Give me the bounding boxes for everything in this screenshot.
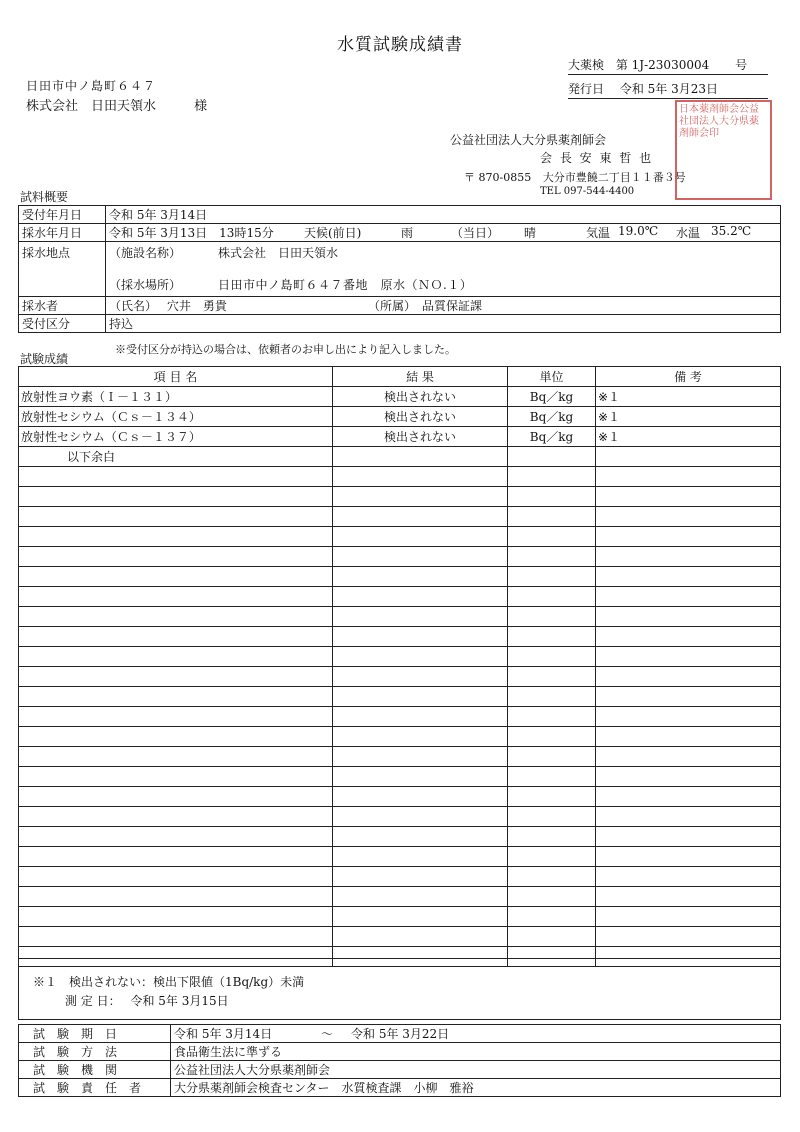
row-note xyxy=(596,627,781,647)
document-number-underline xyxy=(568,74,768,75)
sample-overview-heading: 試料概要 xyxy=(20,190,69,204)
row-result xyxy=(333,727,508,747)
air-temp-label: 気温 xyxy=(586,226,611,240)
empty-table-row xyxy=(19,667,781,687)
sampler-name: 穴井 勇貴 xyxy=(166,299,227,313)
weather-today-label: （当日） xyxy=(451,226,500,240)
document-number-value: 第 1J-23030004 xyxy=(615,58,710,72)
received-label: 受付年月日 xyxy=(19,206,106,224)
row-item xyxy=(19,827,333,847)
sampled-label: 採水年月日 xyxy=(19,224,106,242)
document-number-suffix: 号 xyxy=(735,58,748,72)
test-responsible-row xyxy=(19,1079,781,1097)
site-label: （採水場所） xyxy=(109,278,182,292)
row-item xyxy=(19,747,333,767)
row-note xyxy=(596,887,781,907)
empty-table-row xyxy=(19,567,781,587)
row-note xyxy=(596,567,781,587)
empty-table-row xyxy=(19,507,781,527)
document-number xyxy=(568,56,747,73)
empty-table-row xyxy=(19,607,781,627)
row-unit xyxy=(508,887,596,907)
row-unit xyxy=(508,587,596,607)
measure-date-label: 測 定 日： xyxy=(65,994,121,1008)
test-responsible-label: 試 験 責 任 者 xyxy=(19,1079,171,1097)
row-note xyxy=(596,707,781,727)
row-unit xyxy=(508,627,596,647)
row-unit xyxy=(508,487,596,507)
received-date: 令和 5年 3月14日 xyxy=(109,208,208,222)
water-temp: 35.2℃ xyxy=(711,224,752,238)
results-heading: 試験成績 xyxy=(20,352,69,366)
row-unit xyxy=(508,567,596,587)
row-unit xyxy=(508,467,596,487)
row-item xyxy=(19,487,333,507)
reception-type: 持込 xyxy=(106,315,781,333)
table-row xyxy=(19,387,781,407)
row-unit: Bq／kg xyxy=(508,387,596,407)
row-item xyxy=(19,507,333,527)
table-row xyxy=(19,407,781,427)
row-note xyxy=(596,527,781,547)
reception-note: ※受付区分が持込の場合は、依頼者のお申し出により記入しました。 xyxy=(115,343,456,356)
document-number-label: 大薬検 xyxy=(568,58,605,72)
row-result xyxy=(333,827,508,847)
row-unit xyxy=(508,547,596,567)
row-note xyxy=(596,547,781,567)
empty-table-row xyxy=(19,547,781,567)
row-item xyxy=(19,867,333,887)
row-note xyxy=(596,647,781,667)
sampled-date: 令和 5年 3月13日 13時15分 xyxy=(109,226,274,240)
empty-table-row xyxy=(19,807,781,827)
row-note xyxy=(596,827,781,847)
test-method-value: 食品衛生法に準ずる xyxy=(171,1043,781,1061)
issuer-street: 大分市豊饒二丁目１１番３号 xyxy=(542,171,686,184)
issuer-address xyxy=(464,169,686,185)
row-note: ※１ xyxy=(596,427,781,447)
row-result xyxy=(333,527,508,547)
row-item xyxy=(19,687,333,707)
footnote-measure-date xyxy=(65,992,229,1009)
row-note xyxy=(596,687,781,707)
row-unit xyxy=(508,687,596,707)
recipient-name xyxy=(26,95,207,114)
row-note: ※１ xyxy=(596,407,781,427)
footnote-detection-limit: ※１ 検出されない：検出下限値（1Bq/kg）未満 xyxy=(33,975,305,989)
reception-type-label: 受付区分 xyxy=(19,315,106,333)
row-note: ※１ xyxy=(596,387,781,407)
row-note xyxy=(596,607,781,627)
column-header-result: 結 果 xyxy=(333,367,508,387)
reception-row xyxy=(19,315,781,333)
row-result xyxy=(333,667,508,687)
issuer-president: 会 長 安 東 哲 也 xyxy=(540,151,654,165)
row-item xyxy=(19,667,333,687)
row-item xyxy=(19,767,333,787)
row-unit xyxy=(508,727,596,747)
results-table xyxy=(18,366,781,967)
test-period-separator: ～ xyxy=(321,1027,334,1041)
row-note xyxy=(596,727,781,747)
site-value: 日田市中ノ島町６４７番地 原水（ＮＯ.１） xyxy=(218,278,473,292)
location-label: 採水地点 xyxy=(19,242,106,297)
sampled-row xyxy=(19,224,781,242)
received-value xyxy=(106,206,781,224)
column-header-note: 備 考 xyxy=(596,367,781,387)
test-period-row xyxy=(19,1025,781,1043)
row-item xyxy=(19,587,333,607)
issue-date-underline xyxy=(568,98,768,99)
row-item xyxy=(19,847,333,867)
row-item: 放射性セシウム（Ｃｓ－１３７） xyxy=(19,427,333,447)
sampler-dept: 品質保証課 xyxy=(422,299,483,313)
row-result xyxy=(333,507,508,527)
empty-table-row xyxy=(19,467,781,487)
row-unit xyxy=(508,667,596,687)
row-item xyxy=(19,887,333,907)
row-note xyxy=(596,767,781,787)
row-unit xyxy=(508,647,596,667)
row-item xyxy=(19,567,333,587)
official-seal: 日本薬剤師会公益社団法人大分県薬剤師会印 xyxy=(675,100,772,200)
row-item xyxy=(19,647,333,667)
row-result xyxy=(333,767,508,787)
row-result: 検出されない xyxy=(333,427,508,447)
row-note xyxy=(596,807,781,827)
empty-table-row xyxy=(19,487,781,507)
row-result xyxy=(333,887,508,907)
empty-table-row xyxy=(19,647,781,667)
row-result xyxy=(333,647,508,667)
empty-table-row xyxy=(19,867,781,887)
row-unit xyxy=(508,747,596,767)
sampler-value xyxy=(106,297,781,315)
recipient-honorific: 様 xyxy=(194,99,208,114)
empty-table-row xyxy=(19,787,781,807)
empty-table-row xyxy=(19,527,781,547)
row-note xyxy=(596,927,781,947)
row-result xyxy=(333,447,508,467)
test-agency-label: 試 験 機 関 xyxy=(19,1061,171,1079)
row-result xyxy=(333,467,508,487)
row-unit xyxy=(508,767,596,787)
row-item xyxy=(19,527,333,547)
row-unit xyxy=(508,607,596,627)
document-title: 水質試験成績書 xyxy=(337,35,463,55)
row-item xyxy=(19,627,333,647)
row-item xyxy=(19,907,333,927)
row-unit: Bq／kg xyxy=(508,427,596,447)
row-item xyxy=(19,547,333,567)
row-result xyxy=(333,787,508,807)
location-value xyxy=(106,242,781,297)
row-result xyxy=(333,687,508,707)
water-temp-label: 水温 xyxy=(676,226,701,240)
row-item xyxy=(19,467,333,487)
weather-prev: 雨 xyxy=(401,226,414,240)
row-item: 放射性ヨウ素（Ｉ－１３１） xyxy=(19,387,333,407)
row-unit xyxy=(508,867,596,887)
column-header-unit: 単位 xyxy=(508,367,596,387)
recipient-address: 日田市中ノ島町６４７ xyxy=(26,79,157,93)
measure-date-value: 令和 5年 3月15日 xyxy=(130,994,229,1008)
issue-date-label: 発行日 xyxy=(568,82,605,96)
location-row xyxy=(19,242,781,297)
row-result xyxy=(333,487,508,507)
empty-table-row xyxy=(19,627,781,647)
row-result xyxy=(333,907,508,927)
empty-table-row xyxy=(19,767,781,787)
sampler-name-label: （氏名） xyxy=(109,299,158,313)
sampled-value xyxy=(106,224,781,242)
facility-value: 株式会社 日田天領水 xyxy=(218,246,339,260)
table-row xyxy=(19,447,781,467)
row-unit: Bq／kg xyxy=(508,407,596,427)
row-unit xyxy=(508,527,596,547)
row-unit xyxy=(508,807,596,827)
sampler-row xyxy=(19,297,781,315)
row-note xyxy=(596,747,781,767)
empty-table-row xyxy=(19,727,781,747)
test-period-value xyxy=(171,1025,781,1043)
test-method-row xyxy=(19,1043,781,1061)
empty-table-row xyxy=(19,887,781,907)
row-result xyxy=(333,587,508,607)
empty-table-row xyxy=(19,847,781,867)
table-row xyxy=(19,427,781,447)
received-row xyxy=(19,206,781,224)
recipient-company: 株式会社 日田天領水 xyxy=(26,99,157,114)
issue-date-value: 令和 5年 3月23日 xyxy=(619,82,719,96)
empty-table-row xyxy=(19,747,781,767)
air-temp: 19.0℃ xyxy=(618,224,659,238)
test-period-end: 令和 5年 3月22日 xyxy=(351,1027,450,1041)
empty-table-row xyxy=(19,707,781,727)
row-unit xyxy=(508,827,596,847)
row-note xyxy=(596,487,781,507)
issue-date xyxy=(568,80,718,97)
test-method-label: 試 験 方 法 xyxy=(19,1043,171,1061)
results-header-row xyxy=(19,367,781,387)
row-result: 検出されない xyxy=(333,387,508,407)
row-result xyxy=(333,627,508,647)
row-result xyxy=(333,747,508,767)
row-item xyxy=(19,607,333,627)
weather-prev-label: 天候(前日) xyxy=(304,226,362,240)
row-note xyxy=(596,667,781,687)
sample-overview-table xyxy=(18,205,781,333)
empty-table-row xyxy=(19,687,781,707)
empty-table-row xyxy=(19,907,781,927)
row-note xyxy=(596,867,781,887)
row-note xyxy=(596,787,781,807)
test-agency-value: 公益社団法人大分県薬剤師会 xyxy=(171,1061,781,1079)
row-item xyxy=(19,707,333,727)
row-unit xyxy=(508,447,596,467)
issuer-tel: TEL 097-544-4400 xyxy=(540,186,635,197)
row-unit xyxy=(508,787,596,807)
sampler-dept-label: （所属） xyxy=(368,299,417,313)
row-result xyxy=(333,867,508,887)
row-note xyxy=(596,907,781,927)
row-result xyxy=(333,927,508,947)
issuer-org: 公益社団法人大分県薬剤師会 xyxy=(450,133,607,147)
test-info-table xyxy=(18,1024,781,1097)
row-note xyxy=(596,447,781,467)
row-result xyxy=(333,607,508,627)
row-note xyxy=(596,507,781,527)
facility-label: （施設名称） xyxy=(109,246,182,260)
test-agency-row xyxy=(19,1061,781,1079)
issuer-postal: 〒 870-0855 xyxy=(464,171,532,184)
weather-today: 晴 xyxy=(524,226,537,240)
column-header-item: 項 目 名 xyxy=(19,367,333,387)
row-result xyxy=(333,547,508,567)
test-period-start: 令和 5年 3月14日 xyxy=(174,1027,273,1041)
row-result xyxy=(333,567,508,587)
row-unit xyxy=(508,927,596,947)
footnote-box xyxy=(18,958,781,1020)
row-unit xyxy=(508,907,596,927)
sampler-label: 採水者 xyxy=(19,297,106,315)
row-unit xyxy=(508,847,596,867)
row-item xyxy=(19,727,333,747)
row-unit xyxy=(508,707,596,727)
row-item xyxy=(19,807,333,827)
row-unit xyxy=(508,507,596,527)
empty-table-row xyxy=(19,827,781,847)
test-responsible-value: 大分県薬剤師会検査センター 水質検査課 小柳 雅裕 xyxy=(171,1079,781,1097)
row-note xyxy=(596,467,781,487)
row-note xyxy=(596,587,781,607)
test-period-label: 試 験 期 日 xyxy=(19,1025,171,1043)
empty-table-row xyxy=(19,587,781,607)
row-item xyxy=(19,927,333,947)
row-item xyxy=(19,787,333,807)
row-result: 検出されない xyxy=(333,407,508,427)
empty-table-row xyxy=(19,927,781,947)
row-item: 放射性セシウム（Ｃｓ－１３４） xyxy=(19,407,333,427)
row-result xyxy=(333,847,508,867)
row-result xyxy=(333,707,508,727)
row-result xyxy=(333,807,508,827)
row-item: 以下余白 xyxy=(19,447,333,467)
row-note xyxy=(596,847,781,867)
